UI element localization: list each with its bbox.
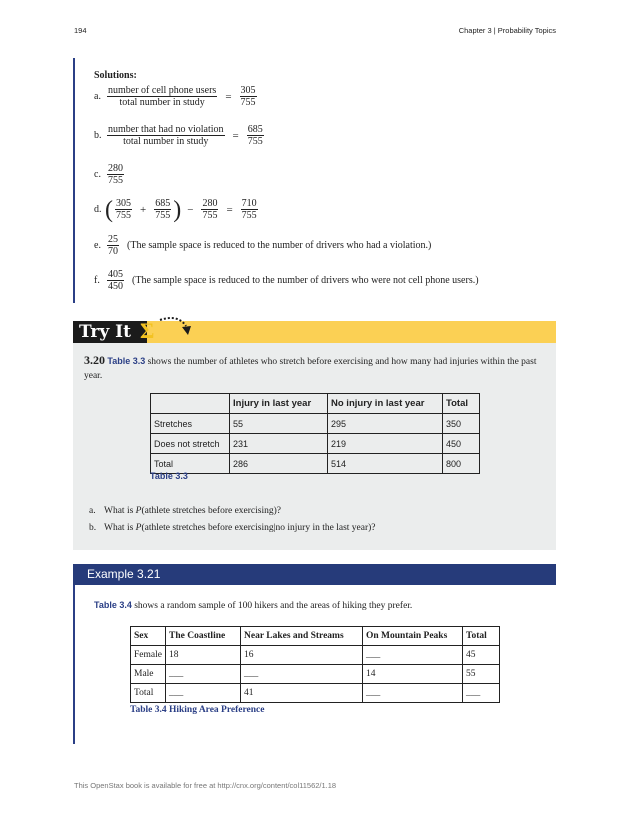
left-paren: ( (105, 196, 113, 223)
table-cell: 55 (463, 665, 500, 684)
solutions-heading: Solutions: (94, 70, 137, 81)
fraction-numerator: 710 (241, 198, 257, 209)
fraction-denominator: 755 (247, 136, 263, 147)
fraction-denominator: 755 (155, 210, 171, 221)
table-3-4-link[interactable]: Table 3.4 (94, 600, 132, 610)
equals-sign: = (232, 129, 239, 142)
solution-left-rule (73, 58, 75, 303)
header-cell: Injury in last year (230, 394, 328, 414)
question-text-pre: What is (104, 506, 136, 516)
fraction-denominator: 755 (202, 210, 218, 221)
solution-f-fraction (107, 269, 124, 292)
sigma-icon: Σ (140, 318, 155, 343)
fraction-numerator: 685 (155, 198, 171, 209)
solution-c (94, 163, 126, 186)
solution-c-label: c. (94, 169, 101, 180)
table-cell: 14 (363, 665, 463, 684)
header-cell: Sex (131, 627, 166, 646)
probability-symbol: P (135, 523, 142, 533)
table-cell: 16 (241, 646, 363, 665)
header-cell: Total (463, 627, 500, 646)
solution-a (94, 85, 259, 108)
table-cell: 231 (230, 434, 328, 454)
fraction-denominator: 755 (240, 97, 256, 108)
plus-sign: + (140, 203, 147, 216)
table-cell: 800 (443, 454, 480, 474)
solution-c-fraction (107, 163, 124, 186)
table-cell: Male (131, 665, 166, 684)
table-cell: ___ (166, 665, 241, 684)
table-row (151, 454, 480, 474)
table-cell: Stretches (151, 414, 230, 434)
table-3-3 (150, 393, 480, 474)
question-text-post: (athlete stretches before exercising)? (141, 506, 282, 516)
solution-b-fraction (107, 124, 225, 147)
table-3-4-caption: Table 3.4 Hiking Area Preference (130, 705, 265, 715)
try-it-question (84, 353, 550, 383)
table-cell: 450 (443, 434, 480, 454)
footer-note: This OpenStax book is available for free at http://cnx.org/content/col11562/1.18 (74, 781, 337, 790)
equals-sign: = (226, 203, 233, 216)
table-cell: ___ (463, 684, 500, 703)
chapter-title: Chapter 3 | Probability Topics (458, 26, 556, 35)
solution-d-result (241, 198, 258, 221)
example-text: shows a random sample of 100 hikers and the areas of hiking they prefer. (131, 601, 413, 611)
table-cell: 295 (328, 414, 443, 434)
table-cell: ___ (241, 665, 363, 684)
question-label: a. (89, 506, 96, 516)
solution-e-note: (The sample space is reduced to the number of drivers who had a violation.) (127, 240, 432, 251)
table-cell: Total (131, 684, 166, 703)
fraction-denominator: 450 (108, 281, 123, 292)
table-header-row (151, 394, 480, 414)
dotted-arrow-icon (158, 314, 194, 340)
table-cell: 18 (166, 646, 241, 665)
fraction-numerator: 305 (240, 85, 256, 96)
solution-b-label: b. (94, 130, 102, 141)
solution-f-note: (The sample space is reduced to the number of drivers who were not cell phone users.) (132, 275, 479, 286)
fraction-numerator: 280 (202, 198, 218, 209)
table-cell: Female (131, 646, 166, 665)
table-3-3-caption: Table 3.3 (150, 471, 188, 481)
solution-e-fraction (107, 234, 119, 257)
table-cell: Total (151, 454, 230, 474)
solution-f-label: f. (94, 275, 100, 286)
example-title-bar: Example 3.21 (73, 564, 556, 585)
table-cell: 55 (230, 414, 328, 434)
table-row (131, 684, 500, 703)
table-cell: 45 (463, 646, 500, 665)
probability-symbol: P (135, 506, 142, 516)
table-cell: ___ (363, 646, 463, 665)
right-paren: ) (173, 196, 182, 223)
table-cell: Does not stretch (151, 434, 230, 454)
page-number: 194 (74, 26, 87, 35)
fraction-numerator: 25 (108, 234, 118, 245)
fraction-denominator: total number in study (123, 136, 209, 147)
table-row (131, 646, 500, 665)
header-cell: Near Lakes and Streams (241, 627, 363, 646)
table-3-4 (130, 626, 500, 703)
solution-f (94, 269, 479, 292)
question-b (89, 523, 376, 533)
fraction-numerator: 305 (116, 198, 131, 209)
fraction-numerator: number of cell phone users (108, 85, 217, 96)
fraction-numerator: 685 (247, 124, 263, 135)
table-3-3-link[interactable]: Table 3.3 (107, 356, 146, 366)
table-row (151, 414, 480, 434)
solution-d-fraction-3 (201, 198, 218, 221)
table-header-row (131, 627, 500, 646)
solution-b (94, 124, 266, 147)
header-cell: On Mountain Peaks (363, 627, 463, 646)
try-it-label: Try It (73, 321, 147, 343)
exercise-text: shows the number of athletes who stretch before exercising and how many had injuries within the past year. (84, 357, 537, 381)
solution-a-result (240, 85, 257, 108)
solution-d-label: d. (94, 204, 102, 215)
table-row (131, 665, 500, 684)
table-cell: ___ (363, 684, 463, 703)
solution-e-label: e. (94, 240, 101, 251)
fraction-numerator: 405 (108, 269, 123, 280)
fraction-denominator: 70 (108, 246, 118, 257)
solution-d-fraction-1 (115, 198, 132, 221)
fraction-numerator: number that had no violation (108, 124, 224, 135)
solution-d (94, 198, 260, 221)
table-cell: 286 (230, 454, 328, 474)
example-intro (94, 598, 412, 613)
question-text-pre: What is (104, 523, 136, 533)
equals-sign: = (225, 90, 232, 103)
fraction-denominator: 755 (241, 210, 257, 221)
table-cell: 514 (328, 454, 443, 474)
fraction-denominator: 755 (108, 175, 123, 186)
table-cell: 350 (443, 414, 480, 434)
table-cell: 219 (328, 434, 443, 454)
minus-sign: − (187, 203, 194, 216)
table-cell: ___ (166, 684, 241, 703)
header-cell: The Coastline (166, 627, 241, 646)
solution-e (94, 234, 431, 257)
header-cell: No injury in last year (328, 394, 443, 414)
table-cell: 41 (241, 684, 363, 703)
solution-a-label: a. (94, 91, 101, 102)
solution-b-result (247, 124, 264, 147)
question-a (89, 506, 281, 516)
fraction-denominator: 755 (116, 210, 131, 221)
fraction-numerator: 280 (108, 163, 123, 174)
table-row (151, 434, 480, 454)
question-text-post: (athlete stretches before exercising|no injury in the last year)? (141, 523, 376, 533)
solution-d-fraction-2 (154, 198, 171, 221)
header-cell: Total (443, 394, 480, 414)
header-cell (151, 394, 230, 414)
example-left-rule (73, 584, 75, 744)
fraction-denominator: total number in study (119, 97, 205, 108)
question-label: b. (89, 523, 97, 533)
solution-a-fraction (107, 85, 217, 108)
exercise-number: 3.20 (84, 353, 105, 367)
